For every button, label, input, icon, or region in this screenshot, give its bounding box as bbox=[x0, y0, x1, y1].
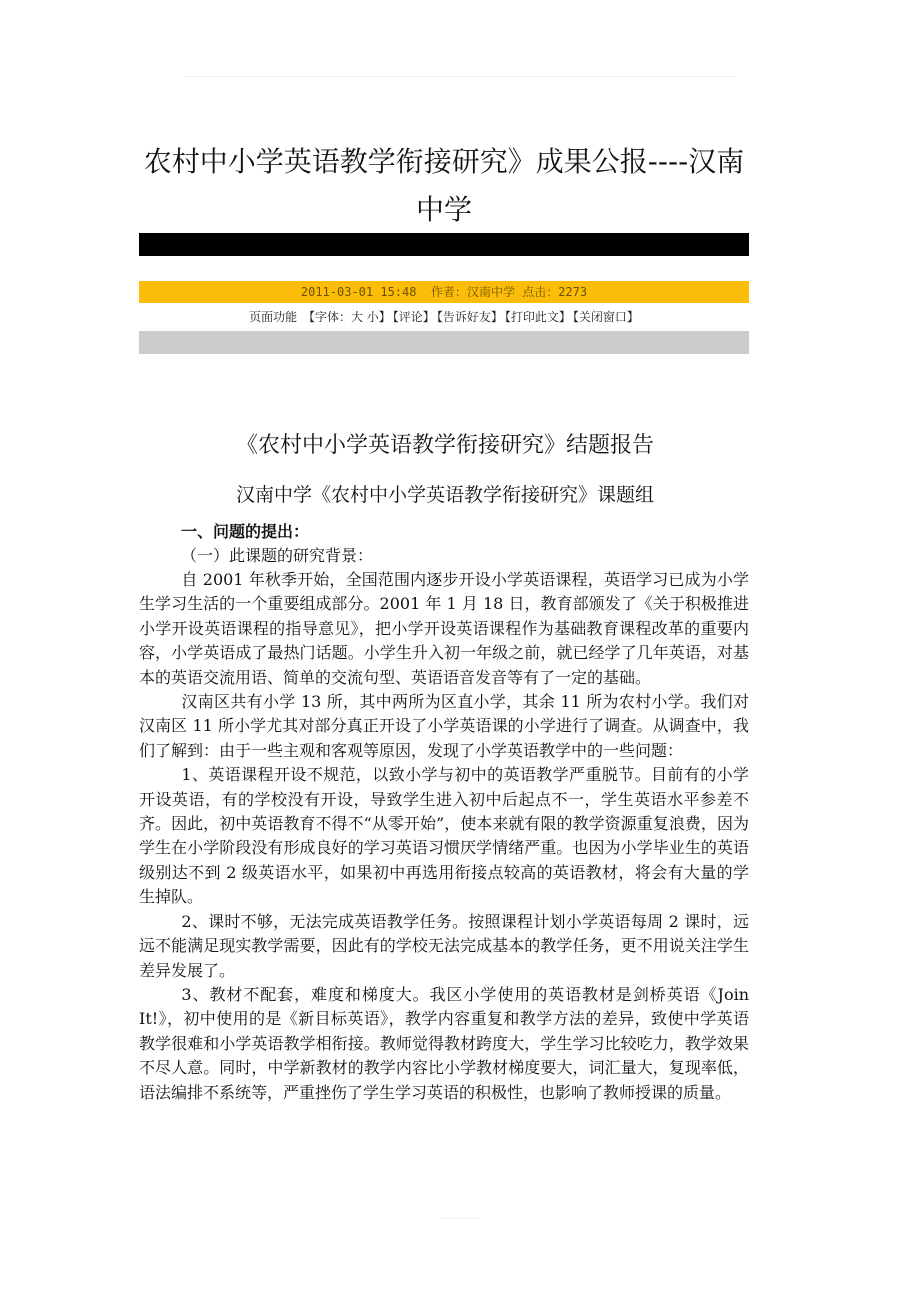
article-meta-bar bbox=[139, 281, 749, 303]
close-window-link[interactable]: 【关闭窗口】 bbox=[572, 310, 639, 324]
footer-mark bbox=[440, 1218, 480, 1219]
paragraph: 1、英语课程开设不规范，以致小学与初中的英语教学严重脱节。目前有的小学开设英语，有的学校没有开设，导致学生进入初中后起点不一，学生英语水平参差不齐。因此，初中英语教育不得不“从零开始”，使本来就有限的教学资源重复浪费，因为学生在小学阶段没有形成良好的学习英语习惯厌学情绪严重。也因为小学毕业生的英语级别达不到 2 级英语水平，如果初中再选用衔接点较高的英语教材，将会有大量的学生掉队。 bbox=[139, 765, 749, 907]
report-body bbox=[139, 568, 749, 1105]
page-functions-label: 页面功能 bbox=[249, 310, 298, 324]
report-title: 《农村中小学英语教学衔接研究》结题报告 bbox=[235, 433, 654, 458]
publish-date: 2011-03-01 15:48 bbox=[300, 285, 417, 299]
paragraph: 自 2001 年秋季开始，全国范围内逐步开设小学英语课程，英语学习已成为小学生学习生活的一个重要组成部分。2001 年 1 月 18 日，教育部颁发了《关于积极推进小学开设英语课程的指导意见》，把小学开设英语课程作为基础教育课程改革的重要内容，小学英语成了最热门话题。小学生升入初一年级之前，就已经学了几年英语，对基本的英语交流用语、简单的交流句型、英语语音发音等有了一定的基础。 bbox=[139, 570, 749, 687]
section-heading: 一、问题的提出： bbox=[181, 522, 310, 541]
page-title: 农村中小学英语教学衔接研究》成果公报----汉南中学 bbox=[143, 145, 745, 226]
hits-count: 2273 bbox=[558, 285, 588, 299]
top-divider bbox=[185, 76, 735, 77]
subsection-heading: （一）此课题的研究背景： bbox=[181, 546, 374, 565]
tell-friend-link[interactable]: 【告诉好友】 bbox=[436, 310, 503, 324]
font-size-link[interactable]: 【字体：大 小】 bbox=[302, 310, 391, 324]
paragraph: 汉南区共有小学 13 所，其中两所为区直小学，其余 11 所为农村小学。我们对汉南区 11 所小学尤其对部分真正开设了小学英语课的小学进行了调查。从调查中，我们了解到：由于一些主观和客观等原因，发现了小学英语教学中的一些问题： bbox=[139, 692, 749, 760]
author-label: 作者： bbox=[430, 285, 467, 299]
paragraph: 3、教材不配套，难度和梯度大。我区小学使用的英语教材是剑桥英语《Join It!》，初中使用的是《新目标英语》，教学内容重复和教学方法的差异，致使中学英语教学很难和小学英语教学相衔接。教师觉得教材跨度大，学生学习比较吃力，教学效果不尽人意。同时，中学新教材的教学内容比小学教材梯度要大，词汇量大，复现率低，语法编排不系统等，严重挫伤了学生学习英语的积极性，也影响了教师授课的质量。 bbox=[139, 984, 749, 1102]
black-banner bbox=[139, 233, 749, 256]
author-name: 汉南中学 bbox=[466, 285, 515, 299]
print-link[interactable]: 【打印此文】 bbox=[504, 310, 571, 324]
hits-label: 点击： bbox=[522, 285, 559, 299]
page-functions bbox=[139, 307, 749, 327]
report-subtitle: 汉南中学《农村中小学英语教学衔接研究》课题组 bbox=[235, 484, 654, 506]
grey-divider-bar bbox=[139, 331, 749, 354]
comment-link[interactable]: 【评论】 bbox=[392, 310, 435, 324]
paragraph: 2、课时不够，无法完成英语教学任务。按照课程计划小学英语每周 2 课时，远远不能满足现实教学需要，因此有的学校无法完成基本的教学任务，更不用说关注学生差异发展了。 bbox=[139, 911, 749, 980]
